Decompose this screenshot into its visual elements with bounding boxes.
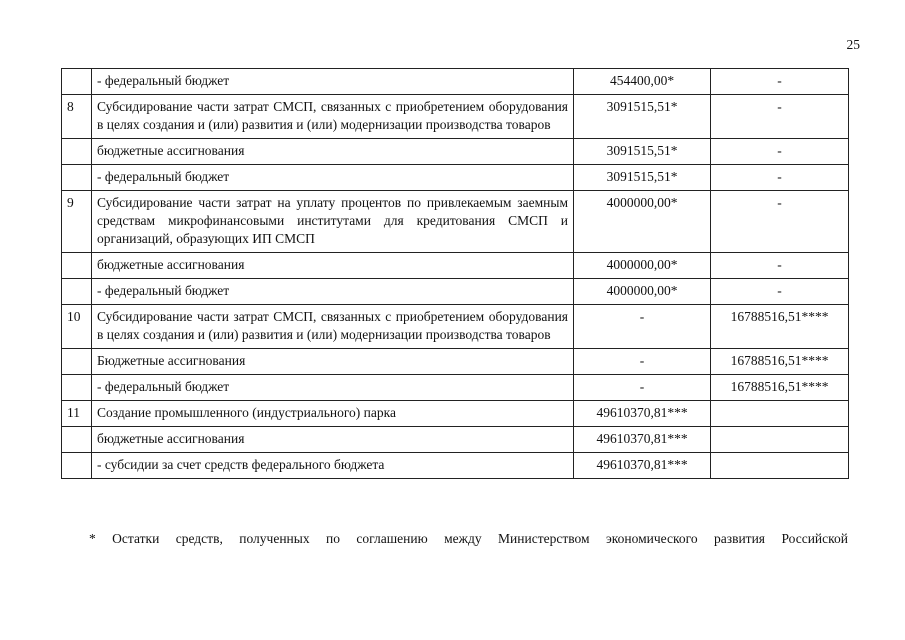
- row-amount2-cell: [711, 401, 849, 427]
- row-amount-cell: 454400,00*: [574, 69, 711, 95]
- row-description-cell: - федеральный бюджет: [92, 69, 574, 95]
- row-amount2-cell: -: [711, 253, 849, 279]
- table-row: [62, 69, 849, 95]
- row-description-cell: - федеральный бюджет: [92, 279, 574, 305]
- row-description-cell: Субсидирование части затрат на уплату процентов по привлекаемым заемным средствам микрофинансовыми институтами для кредитования СМСП и организаций, образующих ИП СМСП: [92, 191, 574, 253]
- row-number-cell: [62, 349, 92, 375]
- budget-table-body: [62, 69, 849, 479]
- row-amount2-cell: -: [711, 191, 849, 253]
- row-description-cell: бюджетные ассигнования: [92, 427, 574, 453]
- table-row: [62, 349, 849, 375]
- row-amount-cell: 3091515,51*: [574, 139, 711, 165]
- row-amount-cell: -: [574, 305, 711, 349]
- row-description-cell: бюджетные ассигнования: [92, 139, 574, 165]
- table-row: [62, 95, 849, 139]
- row-description-cell: Создание промышленного (индустриального) парка: [92, 401, 574, 427]
- row-amount-cell: 4000000,00*: [574, 191, 711, 253]
- row-amount2-cell: -: [711, 95, 849, 139]
- row-number-cell: 9: [62, 191, 92, 253]
- row-number-cell: [62, 375, 92, 401]
- table-row: [62, 191, 849, 253]
- row-amount-cell: 3091515,51*: [574, 165, 711, 191]
- table-row: [62, 401, 849, 427]
- row-amount2-cell: 16788516,51****: [711, 305, 849, 349]
- row-number-cell: [62, 427, 92, 453]
- row-amount2-cell: -: [711, 139, 849, 165]
- row-amount2-cell: 16788516,51****: [711, 349, 849, 375]
- table-row: [62, 453, 849, 479]
- row-amount2-cell: -: [711, 165, 849, 191]
- row-number-cell: 10: [62, 305, 92, 349]
- table-row: [62, 165, 849, 191]
- row-amount2-cell: -: [711, 69, 849, 95]
- row-description-cell: Субсидирование части затрат СМСП, связанных с приобретением оборудования в целях создания и (или) развития и (или) модернизации производства товаров: [92, 305, 574, 349]
- table-row: [62, 375, 849, 401]
- table-row: [62, 279, 849, 305]
- row-number-cell: 8: [62, 95, 92, 139]
- row-amount2-cell: -: [711, 279, 849, 305]
- row-amount-cell: 4000000,00*: [574, 279, 711, 305]
- row-amount-cell: -: [574, 375, 711, 401]
- table-row: [62, 305, 849, 349]
- row-description-cell: - субсидии за счет средств федерального бюджета: [92, 453, 574, 479]
- row-number-cell: [62, 453, 92, 479]
- row-description-cell: - федеральный бюджет: [92, 375, 574, 401]
- row-amount2-cell: 16788516,51****: [711, 375, 849, 401]
- page-number: 25: [846, 37, 860, 52]
- row-amount-cell: 4000000,00*: [574, 253, 711, 279]
- footnote: * Остатки средств, полученных по соглашению между Министерством экономического развития Российской: [89, 531, 848, 546]
- row-amount-cell: -: [574, 349, 711, 375]
- row-description-cell: - федеральный бюджет: [92, 165, 574, 191]
- row-amount-cell: 49610370,81***: [574, 453, 711, 479]
- row-amount2-cell: [711, 453, 849, 479]
- row-amount-cell: 3091515,51*: [574, 95, 711, 139]
- table-row: [62, 139, 849, 165]
- row-number-cell: [62, 165, 92, 191]
- row-number-cell: [62, 253, 92, 279]
- table-row: [62, 427, 849, 453]
- row-amount-cell: 49610370,81***: [574, 427, 711, 453]
- budget-table: [61, 68, 849, 479]
- row-number-cell: [62, 279, 92, 305]
- row-number-cell: [62, 139, 92, 165]
- row-amount2-cell: [711, 427, 849, 453]
- row-number-cell: [62, 69, 92, 95]
- table-row: [62, 253, 849, 279]
- row-description-cell: бюджетные ассигнования: [92, 253, 574, 279]
- row-number-cell: 11: [62, 401, 92, 427]
- row-amount-cell: 49610370,81***: [574, 401, 711, 427]
- row-description-cell: Субсидирование части затрат СМСП, связанных с приобретением оборудования в целях создания и (или) развития и (или) модернизации производства товаров: [92, 95, 574, 139]
- row-description-cell: Бюджетные ассигнования: [92, 349, 574, 375]
